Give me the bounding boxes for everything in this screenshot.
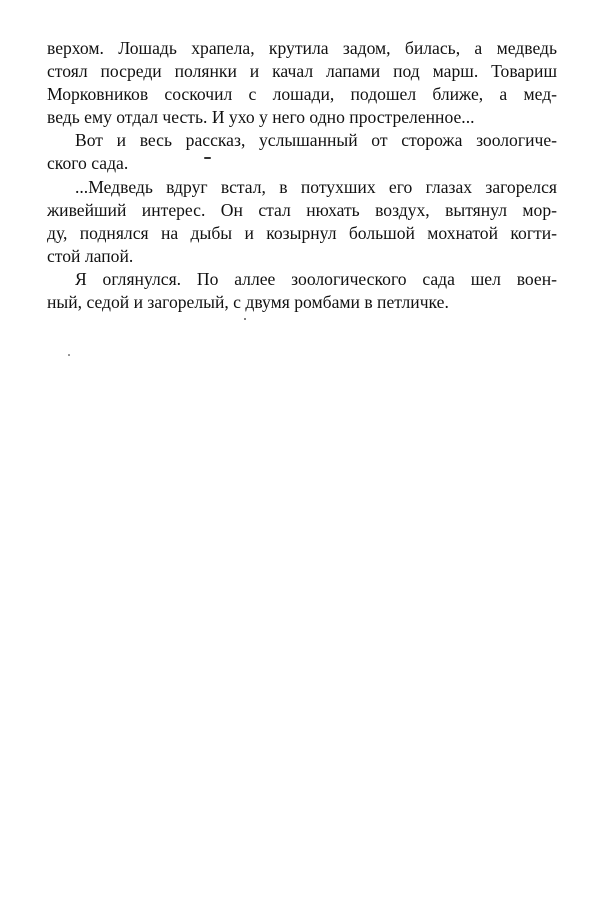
text-line: ный, седой и загорелый, с двумя ромбами в петличке. bbox=[47, 292, 449, 313]
paragraph-3 bbox=[47, 176, 557, 268]
text-line: ду, поднялся на дыбы и козырнул большой мохнатой когти- bbox=[47, 222, 557, 243]
text-line: стоял посреди полянки и качал лапами под марш. Товариш bbox=[47, 61, 557, 82]
scan-speck bbox=[204, 157, 211, 159]
text-line: ского сада. bbox=[47, 153, 129, 174]
paragraph-1 bbox=[47, 37, 557, 129]
text-line: Я оглянулся. По аллее зоологического сада шел воен- bbox=[75, 268, 557, 289]
scan-speck bbox=[68, 354, 70, 356]
text-line: живейший интерес. Он стал нюхать воздух, вытянул мор- bbox=[47, 199, 557, 220]
text-line: ...Медведь вдруг встал, в потухших его глазах загорелся bbox=[75, 176, 557, 197]
paragraph-2 bbox=[47, 129, 557, 175]
text-line: Вот и весь рассказ, услышанный от сторожа зоологиче- bbox=[75, 130, 557, 151]
scan-speck bbox=[244, 318, 246, 320]
text-line: ведь ему отдал честь. И ухо у него одно простреленное... bbox=[47, 107, 475, 128]
text-line: стой лапой. bbox=[47, 245, 134, 266]
paragraph-4 bbox=[47, 268, 557, 314]
text-line: Морковников соскочил с лошади, подошел ближе, а мед- bbox=[47, 84, 557, 105]
text-line: верхом. Лошадь храпела, крутила задом, билась, а медведь bbox=[47, 38, 557, 58]
page-text bbox=[47, 37, 557, 314]
